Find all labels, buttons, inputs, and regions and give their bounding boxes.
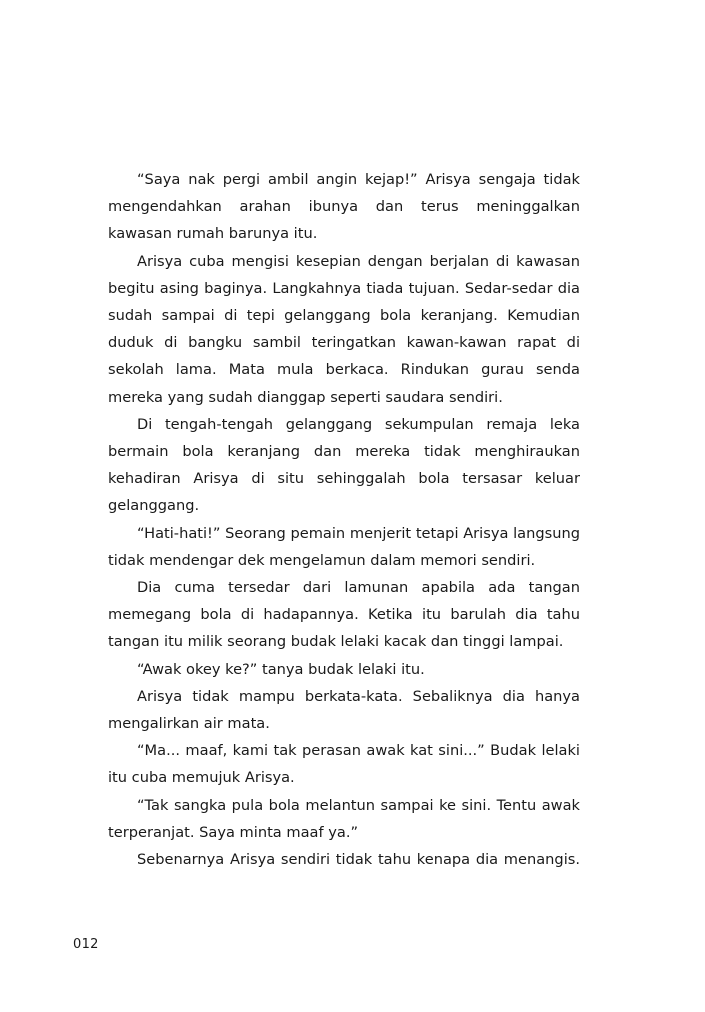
paragraph-1: “Saya nak pergi ambil angin kejap!” Arisya sengaja tidak mengendahkan arahan ibunya dan terus meninggalkan kawasan rumah barunya itu. bbox=[108, 171, 580, 243]
paragraph-8: “Ma... maaf, kami tak perasan awak kat sini...” Budak lelaki itu cuba memujuk Arisya. bbox=[108, 742, 580, 787]
paragraph-7: Arisya tidak mampu berkata-kata. Sebaliknya dia hanya mengalirkan air mata. bbox=[108, 687, 580, 733]
paragraph-3: Di tengah-tengah gelanggang sekumpulan remaja leka bermain bola keranjang dan mereka tidak menghiraukan kehadiran Arisya di situ sehinggalah bola tersasar keluar gelanggang. bbox=[108, 415, 580, 515]
page-number: 012 bbox=[73, 937, 99, 952]
paragraph-5: Dia cuma tersedar dari lamunan apabila ada tangan memegang bola di hadapannya. Ketika itu barulah dia tahu tangan itu milik seorang budak lelaki kacak dan tinggi lampai. bbox=[108, 579, 580, 651]
body-text bbox=[108, 166, 580, 873]
paragraph-6: “Awak okey ke?” tanya budak lelaki itu. bbox=[137, 660, 425, 678]
paragraph-4: “Hati-hati!” Seorang pemain menjerit tetapi Arisya langsung tidak mendengar dek mengelamun dalam memori sendiri. bbox=[108, 524, 580, 569]
paragraph-9: “Tak sangka pula bola melantun sampai ke sini. Tentu awak terperanjat. Saya minta maaf ya.” bbox=[108, 796, 580, 841]
paragraph-10: Sebenarnya Arisya sendiri tidak tahu kenapa dia menangis. bbox=[137, 851, 580, 869]
paragraph-2: Arisya cuba mengisi kesepian dengan berjalan di kawasan begitu asing baginya. Langkahnya tiada tujuan. Sedar-sedar dia sudah sampai di tepi gelanggang bola keranjang. Kemudian duduk di bangku sambil teringatkan kawan-kawan rapat di sekolah lama. Mata mula berkaca. Rindukan gurau senda mereka yang sudah dianggap seperti saudara sendiri. bbox=[108, 252, 580, 406]
